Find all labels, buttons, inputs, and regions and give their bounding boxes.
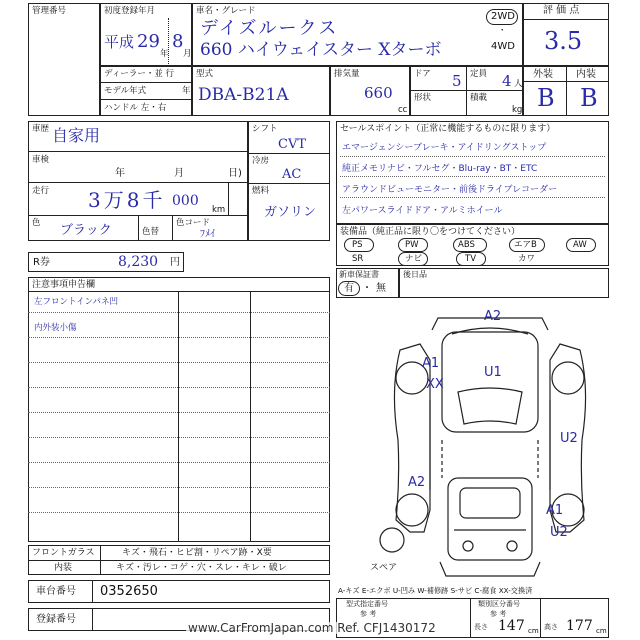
color-value: ブラック (60, 223, 112, 238)
reg-divider (168, 18, 169, 66)
sales-line-2 (340, 176, 605, 177)
category-label: 類別区分番号 (478, 600, 520, 608)
car-name-label: 車名・グレード (196, 6, 256, 16)
notes-line-4 (28, 387, 330, 388)
notes-box (28, 277, 330, 542)
notes-line-6 (28, 437, 330, 438)
sales-title: セールスポイント（正常に機能するものに限ります） (340, 124, 556, 134)
warranty-sep: ・ (362, 283, 372, 294)
kg-unit: kg (512, 105, 523, 115)
r-box (28, 252, 184, 272)
eq-airbag: エアB (514, 240, 537, 250)
interior-text: キズ・汚レ・コゲ・穴・スレ・キレ・破レ (116, 563, 287, 573)
equipment-title: 装備品（純正品に限り〇をつけてください） (340, 227, 521, 237)
top-body (442, 332, 538, 432)
mark-hood: U1 (484, 365, 502, 380)
height-label: 高さ (544, 623, 558, 631)
eq-abs: ABS (458, 240, 475, 250)
length-value: 147 (498, 618, 525, 634)
spec-divider-1 (470, 598, 471, 638)
displacement-label: 排気量 (334, 69, 360, 79)
insp-line (28, 182, 248, 183)
drive-dot: ・ (498, 26, 507, 36)
fuel-value: ガソリン (264, 205, 317, 220)
capacity-value: 4 (502, 72, 512, 90)
note-1: 左フロントインパネ凹 (34, 297, 118, 307)
dealer-line (100, 82, 192, 83)
height-unit: cm (596, 627, 607, 635)
capacity-label: 定員 (470, 69, 488, 79)
car-grade: 660 ハイウェイスター Xターボ (200, 40, 442, 60)
displacement-value: 660 (364, 84, 393, 102)
insp-year-unit: 年 (115, 168, 125, 179)
notes-line-8 (28, 487, 330, 488)
r-value: 8,230 (118, 254, 159, 270)
score-value: 3.5 (544, 27, 583, 55)
mark-right-rear-1: A1 (546, 503, 564, 518)
notes-line-5 (28, 412, 330, 413)
after-label: 後日品 (403, 270, 427, 279)
chassis-divider (92, 580, 93, 603)
mark-right-rear-2: U2 (550, 525, 568, 540)
chassis-label: 車台番号 (36, 586, 76, 597)
era: 平成 (104, 33, 135, 51)
km-divider (228, 182, 229, 215)
eq-ps: PS (352, 240, 363, 250)
shape-label: 形状 (414, 93, 432, 103)
sales-item-1: エマージェンシーブレーキ・アイドリングストップ (342, 143, 547, 153)
ref-label-2: 参 考 (490, 610, 507, 618)
height-value: 177 (566, 618, 593, 634)
inspection-label: 車検 (32, 155, 50, 165)
ext-int-hline (523, 81, 609, 82)
eq-navi: ナビ (405, 254, 423, 264)
model-year-label: モデル年式 (104, 86, 147, 96)
r-unit: 円 (170, 257, 180, 268)
color-change-label: 色替 (142, 227, 160, 237)
length-unit: cm (528, 627, 539, 635)
ext-int-divider (566, 66, 567, 116)
chassis-value: 0352650 (100, 584, 158, 599)
first-reg-label: 初度登録年月 (104, 6, 156, 16)
mileage-value: 3万8千 (88, 188, 166, 212)
left-rear-wheel (396, 494, 428, 526)
color-code-divider (172, 215, 173, 241)
load-label: 積載 (470, 93, 488, 103)
sales-item-3: アラウンドビューモニター・前後ドライブレコーダー (342, 185, 558, 195)
int-grade: B (580, 84, 598, 112)
windshield (458, 388, 522, 424)
ext-grade: B (537, 84, 555, 112)
ref-label-1: 参 考 (360, 610, 377, 618)
spare-tire (380, 528, 404, 552)
use-value: 自家用 (52, 126, 101, 145)
model-year-unit: 年 (182, 86, 191, 96)
use-line (28, 151, 248, 152)
score-label: 評 価 点 (543, 5, 580, 16)
ac-label: 冷房 (252, 156, 270, 166)
model-year-line (100, 99, 192, 100)
right-front-wheel (552, 362, 584, 394)
door-hline (410, 90, 523, 91)
notes-line-2 (28, 337, 330, 338)
reg-no-divider (92, 608, 93, 631)
mark-left-fender: A1 (422, 356, 440, 371)
notes-title: 注意事項申告欄 (32, 280, 96, 290)
eq-sr: SR (352, 254, 364, 264)
legend: A-キズ E-エクボ U-凹み W-補修跡 S-サビ C-腐食 XX-交換済 (338, 586, 533, 595)
shift-label: シフト (252, 124, 278, 134)
glass-label: フロントガラス (32, 548, 95, 558)
notes-col-1 (178, 291, 179, 542)
cc-unit: cc (398, 105, 408, 115)
year-unit: 年 (160, 49, 169, 59)
spec-divider-2 (540, 598, 541, 638)
r-label: R券 (33, 257, 50, 268)
reg-year: 29 (137, 31, 160, 52)
notes-line-3 (28, 362, 330, 363)
glass-text: キズ・飛石・ヒビ割・リペア跡・X要 (122, 548, 272, 558)
type-label: 型式 (196, 69, 214, 79)
ac-value: AC (282, 167, 302, 182)
mgmt-label: 管理番号 (32, 6, 67, 16)
sales-line-3 (340, 197, 605, 198)
ext-label: 外装 (533, 69, 553, 80)
eq-pw: PW (405, 240, 419, 250)
color-code: ﾌﾒｲ (200, 229, 215, 240)
sales-line-1 (340, 156, 605, 157)
mark-left-headlight: XX (426, 377, 444, 392)
dealer-label: ディーラー・並 行 (104, 69, 175, 79)
shift-line (248, 153, 330, 154)
int-label: 内装 (576, 69, 596, 80)
km-unit: km (212, 205, 226, 215)
length-label: 長さ (474, 623, 488, 631)
type-designation-label: 型式指定番号 (346, 600, 388, 608)
capacity-unit: 人 (514, 79, 523, 89)
eq-leather: カワ (518, 254, 536, 264)
color-label: 色 (32, 218, 41, 228)
warranty-yes: 有 (344, 283, 354, 294)
color-divider (138, 215, 139, 241)
door-label: ドア (414, 69, 431, 79)
warranty-no: 無 (376, 283, 386, 294)
interior-label: 内装 (54, 563, 73, 573)
score-divider (523, 19, 609, 20)
car-name: デイズルークス (200, 18, 339, 39)
use-label: 車歴 (32, 124, 50, 134)
mileage-label: 走行 (32, 186, 50, 196)
reg-label: 登録番号 (36, 614, 76, 625)
spare-label: スペア (370, 563, 398, 573)
after-box (399, 268, 609, 298)
drive-4wd: 4WD (491, 41, 515, 52)
reg-month: 8 (172, 31, 184, 52)
mark-left-rear: A2 (408, 475, 426, 490)
mgmt-box (28, 3, 100, 116)
car-diagram (370, 300, 610, 590)
model-code: DBA-B21A (198, 85, 289, 105)
eq-aw: AW (573, 240, 587, 250)
rear-bumper (440, 562, 540, 576)
doors-value: 5 (452, 72, 462, 90)
mark-right-door: U2 (560, 431, 578, 446)
notes-line-7 (28, 462, 330, 463)
handle-label: ハンドル 左・右 (104, 103, 167, 113)
note-2: 内外装小傷 (34, 323, 77, 333)
rear-window (460, 488, 520, 518)
color-code-label: 色コード (176, 218, 211, 228)
fuel-label: 燃料 (252, 186, 270, 196)
insp-day-unit: 日) (228, 168, 242, 179)
sales-item-4: 左パワースライドドア・アルミホイール (342, 206, 503, 216)
drive-2wd: 2WD (491, 11, 515, 22)
door-divider (466, 66, 467, 116)
warranty-label: 新車保証書 (339, 270, 379, 279)
notes-header-line (28, 291, 330, 292)
notes-line-9 (28, 512, 330, 513)
mark-front-bumper: A2 (484, 309, 502, 324)
notes-col-2 (250, 291, 251, 542)
insp-month-unit: 月 (174, 168, 184, 179)
ac-line (248, 183, 330, 184)
month-unit: 月 (183, 49, 192, 59)
glass-hline (28, 560, 330, 561)
watermark: www.CarFromJapan.com Ref. CFJ1430172 (188, 621, 436, 635)
shift-value: CVT (278, 137, 307, 152)
sales-item-2: 純正メモリナビ・フルセグ・Blu-ray・BT・ETC (342, 164, 538, 174)
notes-line-1 (28, 312, 330, 313)
mileage-extra: 000 (172, 193, 199, 209)
left-side (394, 344, 430, 532)
eq-tv: TV (465, 254, 477, 264)
